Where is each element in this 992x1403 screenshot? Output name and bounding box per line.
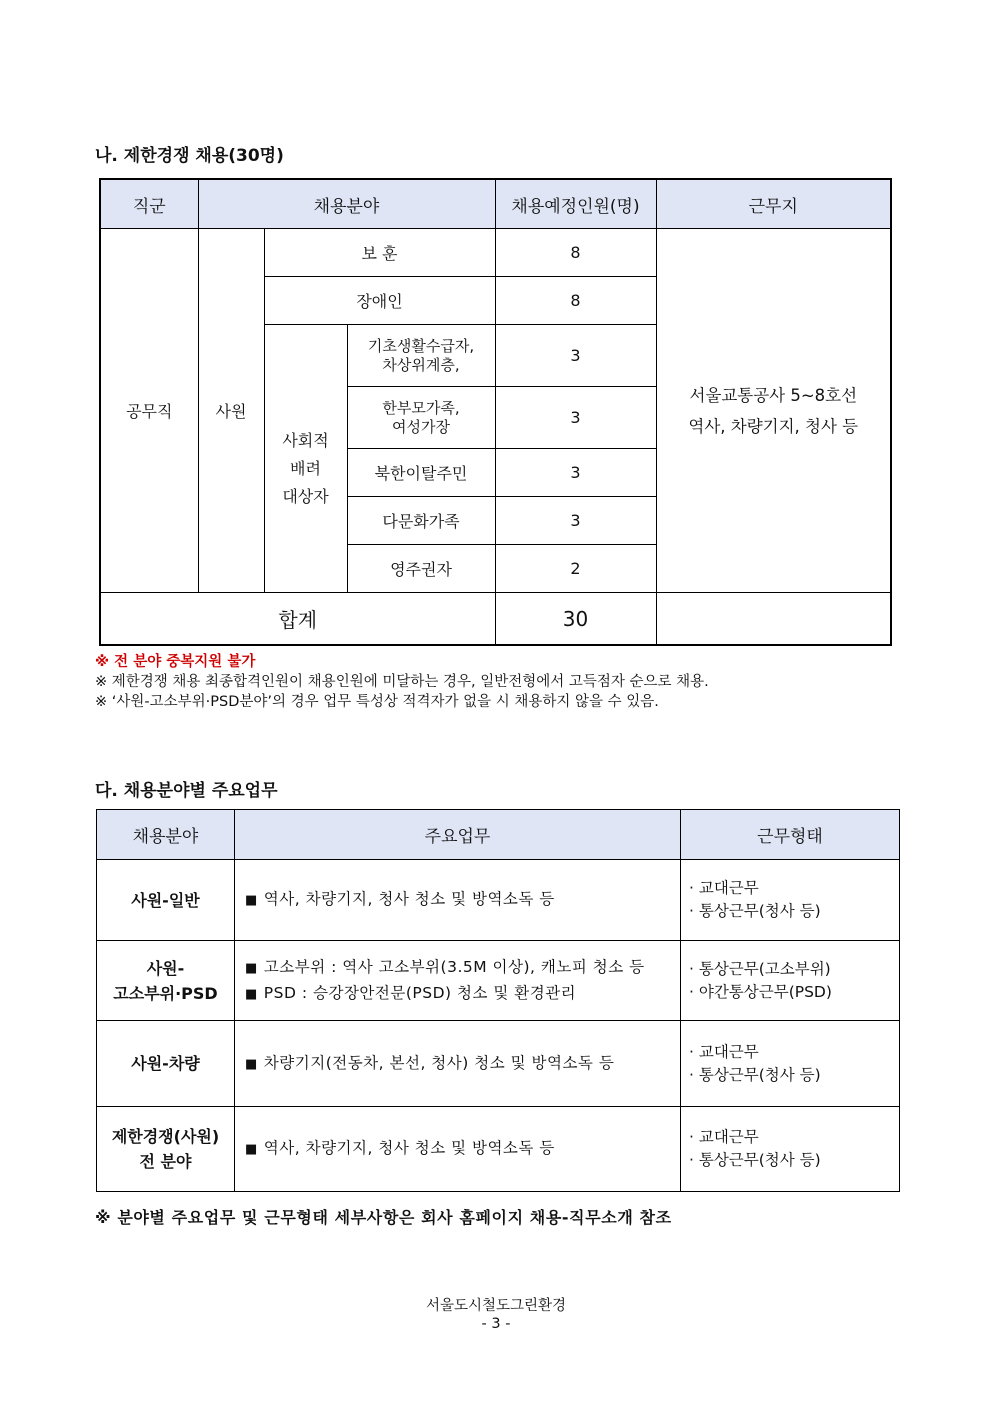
duty-cell	[235, 1021, 681, 1107]
bullet-square-icon: ■	[245, 986, 258, 1002]
duty-cell	[235, 941, 681, 1021]
header-field: 채용분야	[97, 810, 235, 860]
header-job-group: 직군	[100, 179, 198, 229]
duty-line	[245, 887, 680, 913]
duty-line	[245, 1051, 680, 1077]
work-form-line: · 교대근무	[689, 1128, 759, 1146]
location-cell	[656, 229, 891, 593]
location-line: 역사, 차량기지, 청사 등	[688, 416, 859, 436]
count-cell: 3	[495, 497, 656, 545]
field-line: 사원-일반	[131, 890, 200, 910]
field-label-line: 한부모가족,	[382, 398, 460, 417]
note-line: ※ ‘사원-고소부위·PSD분야’의 경우 업무 특성상 적격자가 없을 시 채용하지 않을 수 있음.	[95, 694, 659, 710]
duty-line	[245, 981, 680, 1007]
job-group-cell: 공무직	[100, 229, 198, 593]
social-group-cell	[264, 325, 347, 593]
bullet-square-icon: ■	[245, 1142, 258, 1157]
field-label	[347, 325, 495, 387]
limited-recruitment-table	[99, 178, 892, 646]
count-cell: 8	[495, 277, 656, 325]
field-label: 영주권자	[347, 545, 495, 593]
field-label-line: 여성가장	[392, 417, 450, 436]
duty-cell	[235, 860, 681, 941]
count-cell: 3	[495, 387, 656, 449]
total-label: 합계	[100, 593, 495, 646]
field-label: 북한이탈주민	[347, 449, 495, 497]
count-cell: 3	[495, 325, 656, 387]
header-field: 채용분야	[198, 179, 495, 229]
bullet-square-icon: ■	[245, 960, 258, 976]
field-cell	[97, 1021, 235, 1107]
social-group-line: 배려	[290, 458, 321, 478]
work-form-line: · 야간통상근무(PSD)	[689, 982, 832, 1001]
section-title-na: 나. 제한경쟁 채용(30명)	[95, 146, 284, 166]
total-value: 30	[495, 593, 656, 646]
duty-line	[245, 1136, 680, 1162]
header-location: 근무지	[656, 179, 891, 229]
note-line: ※ 제한경쟁 채용 최종합격인원이 채용인원에 미달하는 경우, 일반전형에서 고득점자 순으로 채용.	[95, 674, 709, 690]
section-title-da: 다. 채용분야별 주요업무	[95, 781, 278, 801]
field-label-line: 기초생활수급자,	[367, 336, 475, 355]
field-line: 사원-차량	[131, 1054, 200, 1073]
social-group-line: 대상자	[282, 486, 329, 506]
page-number: - 3 -	[481, 1316, 511, 1332]
work-form-line: · 통상근무(청사 등)	[689, 902, 821, 920]
duty-text: 차량기지(전동차, 본선, 청사) 청소 및 방역소독 등	[263, 1053, 615, 1072]
work-form-line: · 교대근무	[689, 1042, 759, 1061]
count-cell: 2	[495, 545, 656, 593]
work-form-line: · 통상근무(고소부위)	[689, 959, 831, 978]
field-line: 고소부위·PSD	[113, 983, 218, 1003]
duty-text: PSD : 승강장안전문(PSD) 청소 및 환경관리	[263, 983, 577, 1002]
field-label: 다문화가족	[347, 497, 495, 545]
total-empty-cell	[656, 593, 891, 646]
field-label-line: 차상위계층,	[382, 355, 460, 374]
field-label: 보 훈	[264, 229, 495, 277]
field-line: 사원-	[146, 958, 185, 978]
count-cell: 3	[495, 449, 656, 497]
count-cell: 8	[495, 229, 656, 277]
field-label	[347, 387, 495, 449]
note-line: ※ 전 분야 중복지원 불가	[95, 654, 256, 670]
work-form-cell	[681, 941, 900, 1021]
work-form-cell	[681, 1021, 900, 1107]
duty-text: 역사, 차량기지, 청사 청소 및 방역소독 등	[263, 1139, 555, 1157]
duty-cell	[235, 1107, 681, 1192]
field-cell	[97, 1107, 235, 1192]
work-form-line: · 교대근무	[689, 879, 759, 897]
work-form-cell	[681, 860, 900, 941]
duty-text: 역사, 차량기지, 청사 청소 및 방역소독 등	[263, 890, 555, 908]
field-line: 전 분야	[139, 1152, 192, 1171]
duties-note: ※ 분야별 주요업무 및 근무형태 세부사항은 회사 홈페이지 채용-직무소개 참조	[95, 1208, 672, 1227]
duty-line	[245, 955, 680, 981]
duties-table	[96, 809, 900, 1192]
footer-org: 서울도시철도그린환경	[425, 1298, 567, 1314]
location-line: 서울교통공사 5~8호선	[689, 385, 858, 405]
work-form-cell	[681, 1107, 900, 1192]
notes-block	[95, 652, 709, 712]
field-line: 제한경쟁(사원)	[111, 1127, 220, 1146]
field-label: 장애인	[264, 277, 495, 325]
field-cell	[97, 860, 235, 941]
work-form-line: · 통상근무(청사 등)	[689, 1151, 821, 1169]
duty-text: 고소부위 : 역사 고소부위(3.5M 이상), 캐노피 청소 등	[263, 957, 645, 976]
position-cell: 사원	[198, 229, 264, 593]
bullet-square-icon: ■	[245, 1056, 258, 1072]
header-duties: 주요업무	[235, 810, 681, 860]
header-work-form: 근무형태	[681, 810, 900, 860]
work-form-line: · 통상근무(청사 등)	[689, 1065, 821, 1084]
header-count: 채용예정인원(명)	[495, 179, 656, 229]
bullet-square-icon: ■	[245, 893, 258, 908]
field-cell	[97, 941, 235, 1021]
social-group-line: 사회적	[282, 430, 329, 450]
